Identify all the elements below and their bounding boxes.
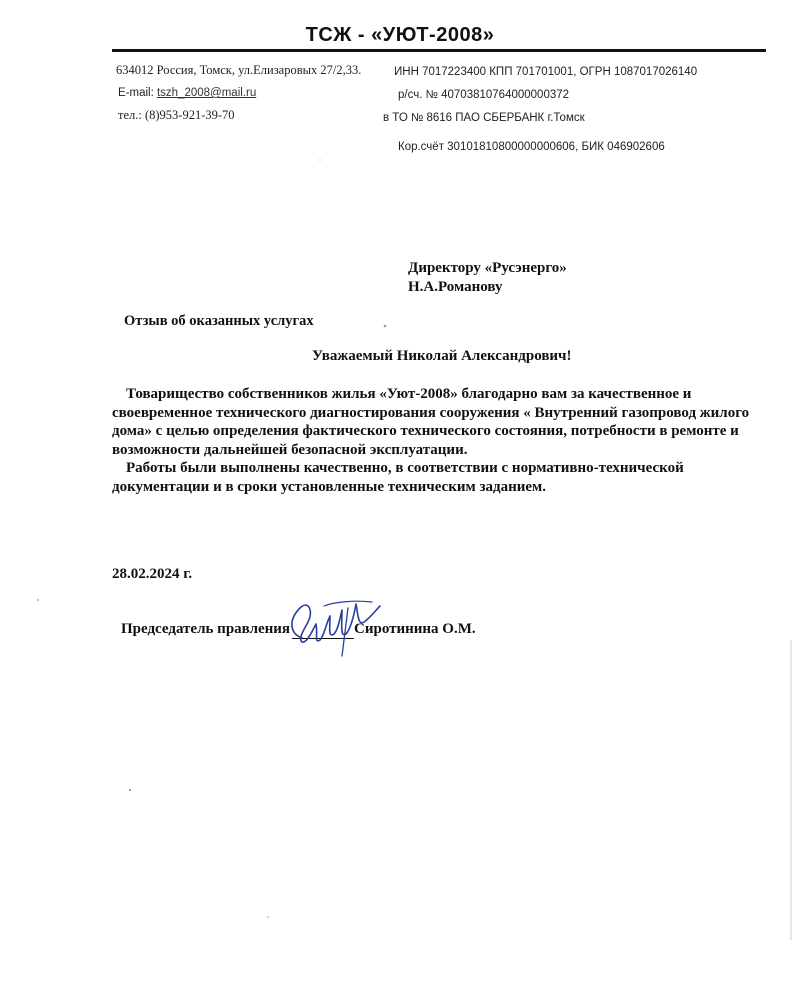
- org-corr-account: Кор.счёт 30101810800000000606, БИК 046902606: [398, 141, 665, 153]
- addressee-line1: Директору «Русэнерго»: [408, 260, 567, 276]
- email-link[interactable]: tszh_2008@mail.ru: [156, 87, 257, 99]
- body-paragraph-2: Работы были выполнены качественно, в соответствии с нормативно-технической документации и в сроки установленные техническим заданием.: [112, 460, 684, 495]
- addressee-line2: Н.А.Романову: [408, 279, 503, 295]
- org-bank: в ТО № 8616 ПАО СБЕРБАНК г.Томск: [383, 112, 585, 124]
- signatory-name: Сиротинина О.М.: [354, 621, 476, 637]
- org-title: ТСЖ - «УЮТ-2008»: [305, 24, 495, 46]
- letter-greeting: Уважаемый Николай Александрович!: [312, 348, 572, 364]
- letter-subject: Отзыв об оказанных услугах: [124, 313, 314, 329]
- email-label: E-mail:: [118, 87, 157, 99]
- org-phone: тел.: (8)953-921-39-70: [118, 108, 235, 122]
- org-inn-kpp-ogrn: ИНН 7017223400 КПП 701701001, ОГРН 1087017026140: [394, 66, 698, 78]
- org-account: р/сч. № 40703810764000000372: [398, 89, 570, 101]
- body-paragraph-1: Товарищество собственников жилья «Уют-2008» благодарно вам за качественное и своевременное технического диагностирования сооружения « Внутренний газопровод жилого дома» с целью определения фактического технического состояния, потребности в ремонте и возможности дальнейшей безопасной эксплуатации.: [112, 386, 750, 458]
- letter-date: 28.02.2024 г.: [112, 566, 193, 582]
- org-address: 634012 Россия, Томск, ул.Елизаровых 27/2,33.: [116, 63, 362, 77]
- signatory-title: Председатель правления: [121, 621, 291, 637]
